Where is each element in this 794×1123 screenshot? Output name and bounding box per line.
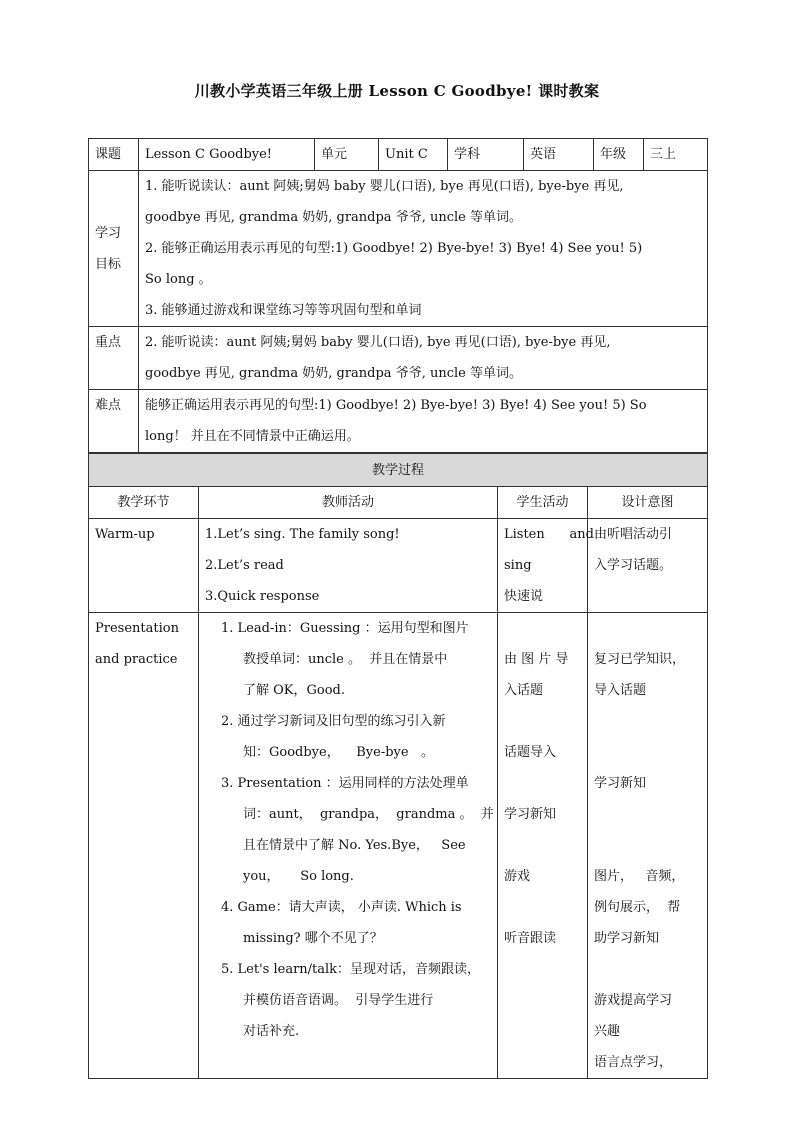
unit-value: Unit C bbox=[379, 139, 448, 171]
key-point-line: goodbye 再见, grandma 奶奶, grandpa 爷爷, uncle 等单词。 bbox=[145, 366, 522, 381]
warmup-intent bbox=[588, 519, 708, 613]
difficulties-content bbox=[139, 390, 708, 453]
design-intent-line: 导入话题 bbox=[594, 683, 647, 698]
topic-label: 课题 bbox=[89, 139, 139, 171]
design-intent-line bbox=[594, 613, 701, 644]
process-banner: 教学过程 bbox=[89, 454, 708, 487]
warmup-intent-line: 由听唱活动引 bbox=[594, 527, 673, 542]
header-student: 学生活动 bbox=[498, 487, 588, 519]
grade-label: 年级 bbox=[594, 139, 644, 171]
student-activity-line bbox=[504, 768, 581, 799]
teacher-activity-continuation: 了解 OK，Good. bbox=[243, 683, 345, 698]
key-point-line: 2. 能听说读：aunt 阿姨;舅妈 baby 婴儿(口语), bye 再见(口语), bye-bye 再见, bbox=[145, 335, 611, 350]
design-intent-line: 图片， 音频， bbox=[594, 869, 685, 884]
student-activity-line: 听音跟读 bbox=[504, 931, 557, 946]
student-activity-line: 话题导入 bbox=[504, 745, 557, 760]
objective-line: So long 。 bbox=[145, 272, 212, 287]
objective-line: 3. 能够通过游戏和课堂练习等等巩固句型和单词 bbox=[145, 303, 422, 318]
warmup-teacher-line: 2.Let’s read bbox=[205, 558, 284, 573]
teacher-activity-continuation: you， So long. bbox=[243, 869, 354, 884]
design-intent-line: 复习已学知识， bbox=[594, 652, 686, 667]
objective-line: 2. 能够正确运用表示再见的句型:1) Goodbye! 2) Bye-bye! 3) Bye! 4) See you! 5) bbox=[145, 241, 643, 256]
teacher-activity-item: 2. 通过学习新词及旧句型的练习引入新 bbox=[221, 714, 446, 729]
difficulty-line: 能够正确运用表示再见的句型:1) Goodbye! 2) Bye-bye! 3) Bye! 4) See you! 5) So bbox=[145, 398, 647, 413]
design-intent-line: 学习新知 bbox=[594, 776, 647, 791]
teacher-activity-continuation: 教授单词：uncle 。 并且在情景中 bbox=[243, 652, 448, 667]
objectives-label bbox=[89, 171, 139, 327]
unit-label: 单元 bbox=[315, 139, 379, 171]
subject-label: 学科 bbox=[448, 139, 524, 171]
teacher-activity-continuation: 词：aunt， grandpa， grandma 。 并 bbox=[243, 807, 494, 822]
teacher-activity-continuation: missing? 哪个不见了？ bbox=[243, 931, 383, 946]
warmup-intent-line: 入学习话题。 bbox=[594, 558, 673, 573]
key-points-content bbox=[139, 327, 708, 390]
difficulties-label: 难点 bbox=[89, 390, 139, 453]
lesson-info-table bbox=[88, 138, 708, 453]
objectives-content bbox=[139, 171, 708, 327]
student-activity-line: 入话题 bbox=[504, 683, 544, 698]
design-intent-line: 游戏提高学习 bbox=[594, 993, 673, 1008]
design-intent-line: 语言点学习， bbox=[594, 1055, 673, 1070]
student-activity-line bbox=[504, 954, 581, 985]
teacher-activity-item: 4. Game：请大声读， 小声读. Which is bbox=[221, 900, 462, 915]
header-stage: 教学环节 bbox=[89, 487, 199, 519]
design-intent-line bbox=[594, 830, 701, 861]
key-points-label: 重点 bbox=[89, 327, 139, 390]
teacher-activity-continuation: 并模仿语音语调。 引导学生进行 bbox=[243, 993, 434, 1008]
objectives-label-text: 学习目标 bbox=[95, 225, 122, 272]
student-activity-line bbox=[504, 706, 581, 737]
design-intent-line bbox=[594, 706, 701, 737]
warmup-student bbox=[498, 519, 594, 613]
design-intent-line bbox=[594, 737, 701, 768]
design-intent-line bbox=[594, 799, 701, 830]
presentation-teacher bbox=[199, 613, 498, 1079]
warmup-student-line: sing bbox=[504, 558, 532, 573]
warmup-teacher bbox=[199, 519, 498, 613]
teacher-activity-continuation: 对话补充. bbox=[243, 1024, 300, 1039]
warmup-stage: Warm-up bbox=[89, 519, 199, 613]
student-activity-line: 由 图 片 导 bbox=[504, 652, 569, 667]
teacher-activity-item: 5. Let's learn/talk：呈现对话，音频跟读， bbox=[221, 962, 481, 977]
design-intent-line bbox=[594, 954, 701, 985]
teacher-activity-item: 3. Presentation ：运用同样的方法处理单 bbox=[221, 776, 469, 791]
presentation-student bbox=[498, 613, 588, 1079]
design-intent-line: 助学习新知 bbox=[594, 931, 660, 946]
header-intent: 设计意图 bbox=[588, 487, 708, 519]
design-intent-line: 兴趣 bbox=[594, 1024, 621, 1039]
teacher-activity-continuation: 知：Goodbye， Bye-bye 。 bbox=[243, 745, 434, 760]
design-intent-line: 例句展示， 帮 bbox=[594, 900, 681, 915]
difficulty-line: long！ 并且在不同情景中正确运用。 bbox=[145, 429, 360, 444]
student-activity-line bbox=[504, 830, 581, 861]
presentation-stage-line: Presentation bbox=[95, 621, 179, 636]
warmup-teacher-line: 3.Quick response bbox=[205, 589, 320, 604]
student-activity-line bbox=[504, 985, 581, 1016]
teaching-process-table bbox=[88, 453, 708, 1079]
objective-line: goodbye 再见, grandma 奶奶, grandpa 爷爷, uncle 等单词。 bbox=[145, 210, 522, 225]
warmup-student-line: 快速说 bbox=[504, 589, 544, 604]
header-teacher: 教师活动 bbox=[199, 487, 498, 519]
document-title: 川教小学英语三年级上册 Lesson C Goodbye! 课时教案 bbox=[194, 82, 600, 100]
student-activity-line: 学习新知 bbox=[504, 807, 557, 822]
objective-line: 1. 能听说读认：aunt 阿姨;舅妈 baby 婴儿(口语), bye 再见(口语), bye-bye 再见, bbox=[145, 179, 624, 194]
presentation-stage bbox=[89, 613, 199, 1079]
teacher-activity-item: 1. Lead-in：Guessing ：运用句型和图片 bbox=[221, 621, 469, 636]
teacher-activity-continuation: 且在情景中了解 No. Yes.Bye， See bbox=[243, 838, 466, 853]
subject-value: 英语 bbox=[524, 139, 594, 171]
warmup-teacher-line: 1.Let’s sing. The family song! bbox=[205, 527, 400, 542]
presentation-intent bbox=[588, 613, 708, 1079]
student-activity-line: 游戏 bbox=[504, 869, 531, 884]
topic-value: Lesson C Goodbye! bbox=[139, 139, 315, 171]
presentation-stage-line: and practice bbox=[95, 652, 178, 667]
grade-value: 三上 bbox=[644, 139, 708, 171]
warmup-student-line: Listen and bbox=[504, 527, 594, 542]
student-activity-line bbox=[504, 613, 581, 644]
student-activity-line bbox=[504, 892, 581, 923]
